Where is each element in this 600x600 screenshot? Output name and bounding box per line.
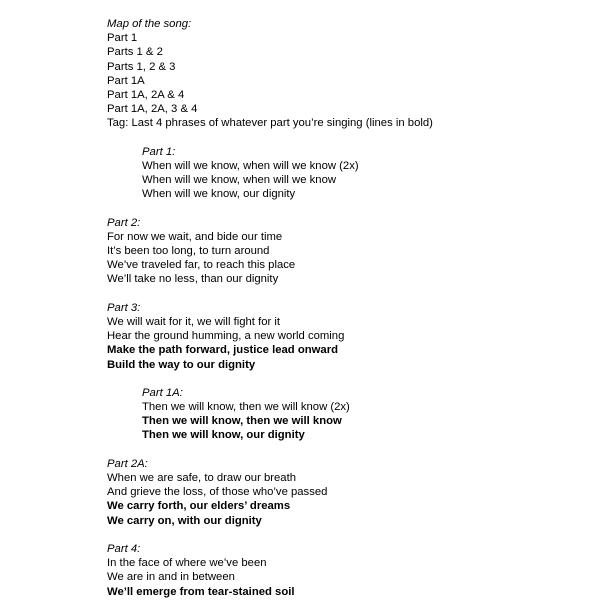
part-1-section [107, 145, 587, 202]
lyric-line: Then we will know, then we will know (2x) [142, 401, 350, 414]
lyric-line: For now we wait, and bide our time [107, 230, 283, 243]
lyric-line-bold: We carry on, with our dignity [107, 514, 262, 527]
lyric-line-bold: Make the path forward, justice lead onward [107, 344, 339, 357]
spacer [107, 528, 587, 542]
spacer [107, 201, 587, 215]
song-map-heading: Map of the song: [107, 18, 192, 30]
part-heading: Part 1A: [142, 386, 183, 399]
song-map-item: Part 1A, 2A, 3 & 4 [107, 103, 198, 116]
spacer [107, 372, 587, 386]
part-2a-section [107, 457, 587, 528]
spacer [107, 131, 587, 145]
lyric-line: It’s been too long, to turn around [107, 245, 270, 257]
part-2-section [107, 216, 587, 287]
song-map-item: Part 1A [107, 74, 145, 87]
lyric-line: When will we know, when will we know (2x) [142, 159, 359, 172]
lyric-line-bold: We’ll emerge from tear-stained soil [107, 585, 295, 598]
song-map-section [107, 17, 587, 131]
spacer [107, 287, 587, 301]
song-map-tag-note: Tag: Last 4 phrases of whatever part you’re singing (lines in bold) [107, 117, 433, 130]
lyric-line: We’ll take no less, than our dignity [107, 273, 279, 286]
spacer [107, 443, 587, 457]
song-map-item: Part 1A, 2A & 4 [107, 88, 185, 101]
part-heading: Part 1: [142, 145, 176, 158]
part-heading: Part 3: [107, 301, 141, 314]
lyric-line: We are in and in between [107, 571, 235, 584]
lyric-line: Hear the ground humming, a new world coming [107, 330, 345, 343]
lyric-line-bold: We carry forth, our elders’ dreams [107, 500, 291, 513]
part-heading: Part 2: [107, 216, 141, 229]
song-map-item: Parts 1, 2 & 3 [107, 60, 176, 73]
song-document [107, 17, 587, 599]
lyric-line-bold: Then we will know, our dignity [142, 429, 305, 442]
song-map-item: Part 1 [107, 32, 138, 45]
lyric-line-bold: Then we will know, then we will know [142, 415, 342, 428]
lyric-line: And grieve the loss, of those who’ve passed [107, 486, 328, 499]
part-heading: Part 2A: [107, 457, 148, 470]
song-map-item: Parts 1 & 2 [107, 46, 163, 59]
part-3-section [107, 301, 587, 372]
lyric-line-bold: Build the way to our dignity [107, 358, 256, 371]
lyric-line: When will we know, our dignity [142, 188, 296, 201]
lyric-line: We will wait for it, we will fight for it [107, 315, 281, 328]
part-1a-section [107, 386, 587, 443]
lyric-line: In the face of where we’ve been [107, 557, 267, 570]
part-heading: Part 4: [107, 542, 141, 555]
lyric-line: When will we know, when will we know [142, 174, 337, 187]
lyric-line: When we are safe, to draw our breath [107, 472, 297, 484]
part-4-section [107, 542, 587, 599]
lyric-line: We’ve traveled far, to reach this place [107, 259, 296, 272]
